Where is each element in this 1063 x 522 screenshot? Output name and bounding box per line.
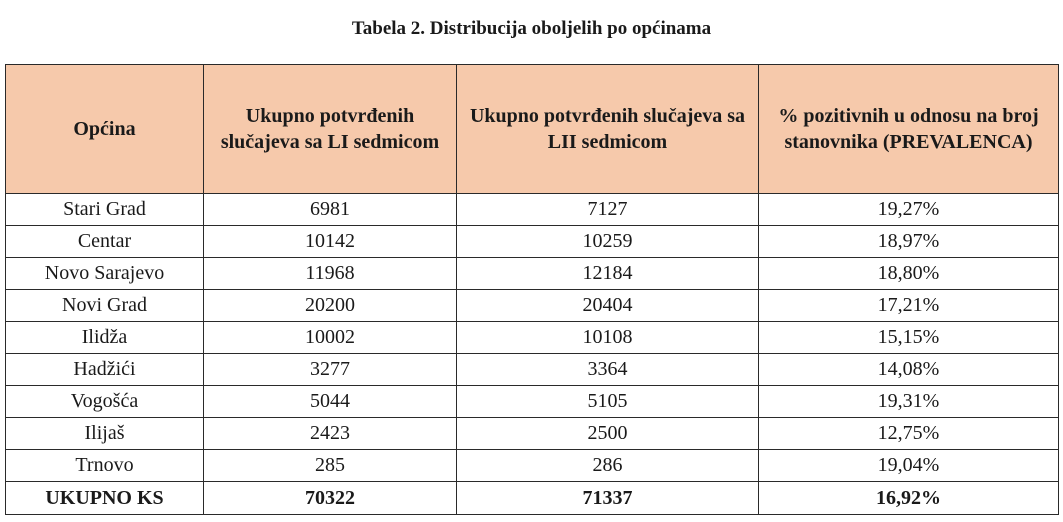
table-header [6,65,1059,194]
cell-cases-li: 3277 [204,354,457,386]
header-cases-lii: Ukupno potvrđenih slučajeva sa LII sedmicom [457,65,759,194]
table-body [6,194,1059,515]
cell-cases-li: 6981 [204,194,457,226]
cell-cases-lii: 286 [457,450,759,482]
table-caption: Tabela 2. Distribucija oboljelih po općinama [351,18,712,39]
cell-cases-lii: 7127 [457,194,759,226]
cell-cases-lii: 10108 [457,322,759,354]
cell-opcina: Trnovo [6,450,204,482]
cell-cases-lii: 20404 [457,290,759,322]
cell-opcina: Centar [6,226,204,258]
cell-prevalence: 19,31% [759,386,1059,418]
cell-prevalence: 15,15% [759,322,1059,354]
table-row [6,258,1059,290]
cell-prevalence: 19,27% [759,194,1059,226]
cell-cases-lii: 12184 [457,258,759,290]
table-row [6,354,1059,386]
cell-cases-lii: 2500 [457,418,759,450]
cell-opcina: Stari Grad [6,194,204,226]
cell-cases-li: 5044 [204,386,457,418]
cell-opcina: Hadžići [6,354,204,386]
cell-opcina: Ilidža [6,322,204,354]
cell-prevalence: 12,75% [759,418,1059,450]
table-row [6,226,1059,258]
total-cases-lii: 71337 [457,482,759,515]
total-label: UKUPNO KS [6,482,204,515]
cell-cases-lii: 10259 [457,226,759,258]
table-row [6,322,1059,354]
cell-opcina: Ilijaš [6,418,204,450]
cell-cases-lii: 5105 [457,386,759,418]
table-row [6,386,1059,418]
cell-cases-li: 10002 [204,322,457,354]
cell-prevalence: 18,97% [759,226,1059,258]
cell-prevalence: 18,80% [759,258,1059,290]
table-row [6,418,1059,450]
table-row [6,450,1059,482]
distribution-table [5,64,1059,515]
total-row [6,482,1059,515]
table-row [6,290,1059,322]
total-prevalence: 16,92% [759,482,1059,515]
cell-cases-li: 20200 [204,290,457,322]
header-opcina: Općina [6,65,204,194]
cell-cases-li: 2423 [204,418,457,450]
cell-cases-li: 11968 [204,258,457,290]
header-cases-li: Ukupno potvrđenih slučajeva sa LI sedmicom [204,65,457,194]
header-row [6,65,1059,194]
cell-opcina: Vogošća [6,386,204,418]
cell-opcina: Novo Sarajevo [6,258,204,290]
table-row [6,194,1059,226]
cell-prevalence: 17,21% [759,290,1059,322]
cell-opcina: Novi Grad [6,290,204,322]
header-prevalence: % pozitivnih u odnosu na broj stanovnika (PREVALENCA) [759,65,1059,194]
cell-cases-lii: 3364 [457,354,759,386]
cell-prevalence: 14,08% [759,354,1059,386]
cell-cases-li: 10142 [204,226,457,258]
total-cases-li: 70322 [204,482,457,515]
cell-prevalence: 19,04% [759,450,1059,482]
cell-cases-li: 285 [204,450,457,482]
